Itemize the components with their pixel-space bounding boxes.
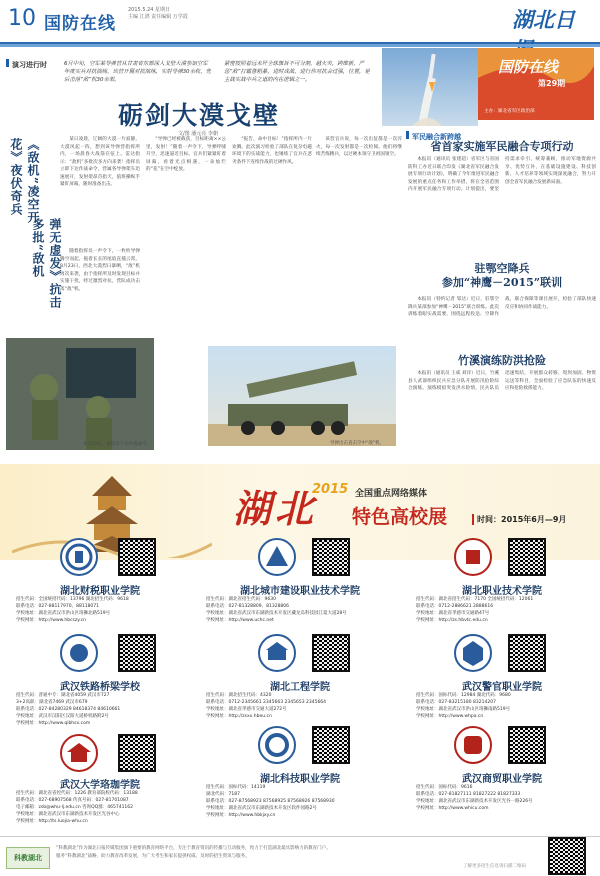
feature-col-3: “导弹已经被截获，目标距离××公里，发射！”随着一声令下，导弹呼啸升空，迅速逼近目标。官兵们紧紧盯着屏幕，看着光点相遇，一朵灿烂的“花”在空中绽放。 (146, 137, 226, 172)
ad-footer-right: 了解更多招生信息请扫描二维码 (463, 864, 526, 869)
missile-launch-image (382, 48, 478, 126)
header-rule (0, 44, 600, 47)
school-seal-icon (262, 638, 292, 668)
ad-footer (0, 836, 600, 876)
school-2-logo (454, 538, 492, 576)
badge-issue: 第29期 (538, 79, 566, 88)
school-0-info: 招生代码：全国统招代码：13796 湖北招生代码：9618 联系电话：027-88117970、88118071 学校地址：湖北省武汉市洪山区珞狮北路519号 学校网址：http://www.hbcszy.cn (16, 597, 129, 623)
ad-subtitle: 全国重点网络媒体 (355, 489, 428, 499)
launcher-image (208, 346, 396, 446)
school-4-logo (258, 634, 296, 672)
school-2-name: 湖北职业技术学院 (462, 586, 542, 597)
school-7-logo (258, 726, 296, 764)
school-seal-icon (458, 730, 488, 760)
school-4-qr-code (312, 634, 350, 672)
column-badge (478, 48, 594, 120)
school-5-name: 武汉警官职业学院 (462, 682, 542, 693)
school-8-logo (454, 726, 492, 764)
school-3-logo (60, 634, 98, 672)
school-3-name: 武汉铁路桥梁学校 (60, 682, 140, 693)
school-seal-icon (262, 730, 292, 760)
soldiers-image (6, 338, 154, 450)
launcher-caption: 导弹出击直击空中“敌”机。 (330, 441, 385, 446)
school-seal-icon (64, 738, 94, 768)
school-6-name: 武汉大学珞珈学院 (60, 780, 140, 791)
story3-title: 竹溪演练防洪抢险 (458, 354, 546, 367)
feature-col-4: “报告，命中目标！”指挥所内一片欢腾。此次演习检验了部队在复杂电磁环境下的实战能力，也锤炼了官兵在恶劣条件下连续作战的过硬作风。 (232, 137, 312, 165)
feature-col-1: 某日凌晨，辽阔的大漠一片寂静。大漠风起一阵，想到该导弹营指挥所内，一场晨昏大战箭在弦上。雷达指示：“敌机”多批次多方向来袭！指挥员立即下达作战命令，营属各导弹架车迅速展开，发射架昂首指天，值班操纵手紧盯屏幕，随时准备出击。 (60, 137, 140, 187)
ad-title: 特色高校展 (352, 506, 448, 528)
ad-footer-brand: 科教湖北 (6, 847, 50, 869)
school-1-info: 招生代码：湖北省招生代码：9630 联系电话：027-81328809、81328806 学校地址：湖北省武汉市东湖新技术开发区藏龙岛科技园江夏大道28号 学校网址：http://www.uchc.net (206, 597, 347, 623)
school-1-qr-code (312, 538, 350, 576)
school-1-name: 湖北城市建设职业技术学院 (240, 586, 360, 597)
school-seal-icon (64, 638, 94, 668)
school-3-qr-code (118, 634, 156, 672)
school-0-qr-code (118, 538, 156, 576)
school-seal-icon (262, 542, 292, 572)
school-6-logo (60, 734, 98, 772)
ad-footer-line-2: 服务“科教湖北”战略，助力教育改革发展，为广大考生和家长提供权威、及时的招生资讯与服务。 (56, 854, 250, 859)
feature-headline: 砺剑大漠戈壁 (118, 101, 281, 130)
feature-lede-right: 紧密按照着远未歼全球旗旨不可分割，越火突，跨维新，严惩“敌”打霸惫粗暴，进时成战，进行你对抗会过强，位置，是主战实战中兵之道的内在逻辑之一。 (224, 61, 370, 83)
feature-col-2: 随着指挥员一声令下，一枚枚导弹腾空而起，拖着长长的尾焰直插云霄。8月23日，西北大漠烈日暴晒，“敌”机再次来袭，由于指挥所及时发现目标并实施干扰，经过激烈对抗，营队成功击落“敌”机。 (60, 249, 140, 292)
ad-date: 时间：2015年6月—9月 (472, 514, 566, 525)
feature-col-5: 该营官兵说，每一次出征都是一次淬火，每一次发射都是一次检阅。他们将继续苦练精兵，以过硬本领守卫祖国领空。 (316, 137, 402, 157)
school-7-name: 湖北科技职业学院 (260, 774, 340, 785)
ad-year: 2015 (312, 482, 349, 497)
feature-byline: 文/图 潘元亮 李朝 (178, 131, 218, 137)
vertical-title-2: 弹无虚发》抗击多批“敌机 (31, 218, 62, 309)
school-seal-icon (458, 542, 488, 572)
newspaper-logo: 湖北日 (512, 7, 575, 32)
school-4-info: 招生代码：湖北招生代码：4320 联系电话：0712-2345661 2345663 2345653 2345664 学校地址：湖北省孝感市交通大道272号 学校网址：http://zsxx.hbeu.cn (206, 693, 327, 719)
command-post-photo (6, 338, 154, 450)
story2-body: 本报讯（特约记者 邹达）近日，驻鄂空降兵某部参加“神鹰－2015”联合训练。此次训练着眼实战需要，围绕远程投送、空降作战、联合保障等课目展开，检验了部队快速反应和协同作战能力。 (408, 297, 596, 317)
launcher-photo (208, 346, 396, 446)
school-0-logo (60, 538, 98, 576)
school-seal-icon (458, 638, 488, 668)
school-seal-icon (64, 542, 94, 572)
school-7-info: 招生代码：国标代码：14119 湖北代码：7187 联系电话：027-87568923 87568925 87568926 87568930 学校地址：湖北省武汉市东湖新技术开发区软件园路2号 学校网址：http://www.hbkjxy.cn (206, 785, 335, 818)
yellow-crane-tower-icon (12, 472, 212, 558)
school-1-logo (258, 538, 296, 576)
ad-hubei-title: 湖北 (233, 486, 318, 531)
story1-body: 本报讯（通讯员 张建超）省军区与省国防科工办近日联合印发《湖北省军民融合发展专项行动计划》，明确了今年推进军民融合发展的重点任务和工作举措，将在全省范围内开展军民融合专项行动。计划提出，要坚持需求牵引、统筹兼顾，推动军地资源共享、优势互补，在基础设施建设、科技创新、人才培养等领域实现深度融合，努力开创全省军民融合发展新局面。 (408, 157, 596, 192)
badge-title: 国防在线 (498, 58, 559, 76)
school-2-qr-code (508, 538, 546, 576)
school-0-name: 湖北财税职业学院 (60, 586, 140, 597)
vertical-title-1: 《敌机”凌空开花》夜伏奇兵 (9, 138, 40, 224)
story3-body: 本报讯（通讯员 王威 刘洋）近日，竹溪县人武部组织民兵应急分队开展防汛抢险综合演练。演练模拟突发洪水险情，民兵队员迅速集结，开展群众转移、堤坝加固、物资运送等科目，全面检验了应急队伍的快速反应和抢险救援能力。 (408, 371, 596, 391)
school-4-name: 湖北工程学院 (270, 682, 330, 693)
school-7-qr-code (312, 726, 350, 764)
school-5-logo (454, 634, 492, 672)
page-number: 10 (8, 6, 36, 31)
school-8-name: 武汉商贸职业学院 (462, 774, 542, 785)
badge-sub: 主办：湖北省军区政治部 (484, 109, 535, 114)
school-8-info: 招生代码：国标代码：9616 联系电话：027-81827111 81827222 81827333 学校地址：湖北省武汉市东湖新技术开发区光谷一路226号 学校网址：http://www.whicu.com (416, 785, 533, 811)
feature-lede-left: 6月中旬，空军某导弹营从甘肃省东部深入戈壁大漠参加空军年度实兵对抗演练，该营开展对抗演练，实射导弹30余枚，先后击落“敌”机30余架。 (64, 61, 212, 83)
ad-footer-line-1: “科教湖北”作为湖北日报传媒集团旗下重要的教育网络平台，专注于教育资讯的传播与互动服务，致力于打造湖北最具影响力的教育门户。 (56, 846, 331, 851)
school-3-info: 招生代码：普通中专：湖北省4059 武汉市727 3+2高职：湖北省7469 武汉市679 联系电话：027-84280329 84618374 84610661 学校地址：武汉市汉阳区汉阳大道桥机路附2号 学校网址：http://www.qibhsx.com (16, 693, 121, 726)
ad-footer-qr-code (548, 837, 586, 875)
college-ad (0, 464, 600, 876)
school-2-info: 招生代码：湖北省招生代码：7170 全国统招代码：12061 联系电话：0712-2886621 2888616 学校地址：湖北省孝感市交通路47号 学校网址：http://zs.hbvtc.edu.cn (416, 597, 534, 623)
missile-launch-photo (382, 48, 478, 126)
school-5-qr-code (508, 634, 546, 672)
military-civil-box-title: 军民融合新跨越 (406, 124, 461, 143)
school-5-info: 招生代码：国标代码：12984 湖北代码：9680 联系电话：027-83215180 83214207 学校地址：湖北省武汉市洪山区珞狮南路519号 学校网址：http://www.whpa.cn (416, 693, 511, 719)
date-block: 2015.5.24 星期日 主编 江鸿 责任编辑 万学霞 (128, 7, 188, 20)
story2-title: 驻鄂空降兵 参加“神鹰－2015”联训 (441, 262, 563, 289)
school-6-qr-code (118, 734, 156, 772)
command-post-caption: 8月23日，指挥员下达作战命令。 (84, 442, 152, 447)
section-title: 国防在线 (44, 14, 116, 34)
school-6-info: 招生代码：湖北省省控代码：1226 教育部院校代码：13188 联系电话：027-68907568 传真号码：027-81701087 电子邮箱：zsb@whu-lj.edu.cn 咨询QQ群：465741162 学校地址：湖北省武汉市东湖新技术开发区光谷中心 学校网址：http://ts.luojia-whu.cn (16, 791, 138, 824)
school-8-qr-code (508, 726, 546, 764)
feature-kicker: 演习进行时 (6, 52, 47, 71)
story1-title: 省首家实施军民融合专项行动 (430, 140, 574, 153)
